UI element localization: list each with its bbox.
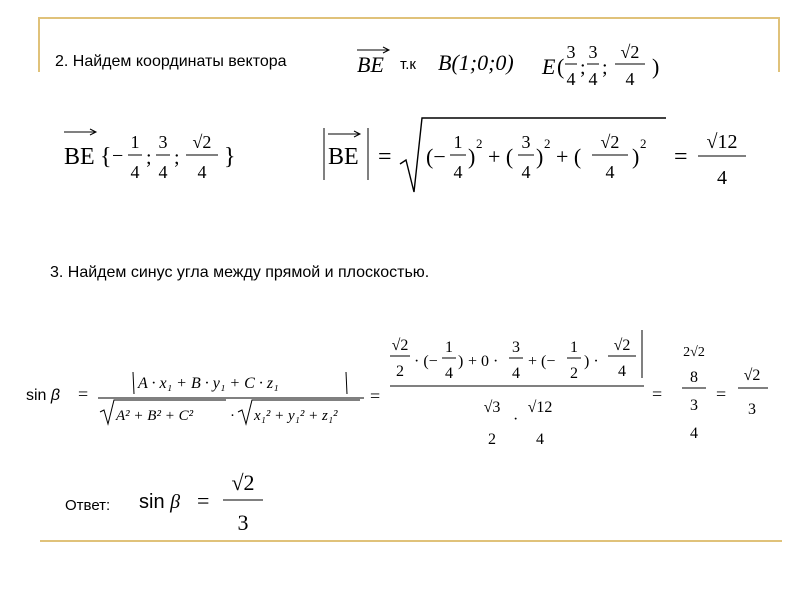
svg-text:√2: √2 [600, 132, 620, 152]
svg-text:BE: BE [64, 144, 95, 170]
svg-text:sin β: sin β [26, 387, 61, 404]
step2-heading: 2. Найдем координаты вектора [55, 53, 287, 70]
svg-text:1: 1 [570, 339, 578, 356]
svg-text:·: · [230, 408, 235, 424]
svg-text:1: 1 [445, 339, 453, 356]
heading-vector-be [353, 44, 393, 78]
svg-text:(: ( [557, 54, 565, 79]
svg-text:{: { [100, 144, 112, 170]
svg-text:· (−: · (− [414, 353, 438, 370]
svg-text:3: 3 [588, 42, 598, 62]
svg-text:√12: √12 [706, 131, 738, 153]
svg-text:√2: √2 [743, 367, 761, 384]
point-e [540, 28, 680, 96]
svg-text:3: 3 [512, 339, 520, 356]
svg-text:√3: √3 [483, 399, 501, 416]
svg-text:;: ; [602, 57, 608, 79]
svg-text:3: 3 [237, 510, 249, 535]
svg-text:·: · [513, 411, 519, 428]
svg-text:=: = [716, 384, 727, 404]
svg-text:+ (: + ( [488, 144, 514, 169]
svg-text:√2: √2 [192, 132, 212, 152]
svg-text:=: = [197, 488, 210, 513]
svg-text:=: = [652, 384, 663, 404]
svg-text:4: 4 [512, 365, 520, 382]
svg-text:4: 4 [717, 167, 727, 189]
svg-text:4: 4 [566, 69, 576, 89]
svg-text:E: E [542, 54, 556, 79]
svg-text:1: 1 [453, 132, 463, 152]
sine-formula [8, 320, 788, 460]
svg-text:√2: √2 [391, 337, 409, 354]
svg-text:4: 4 [158, 162, 168, 182]
svg-text:3: 3 [521, 132, 531, 152]
svg-text:}: } [224, 144, 236, 170]
svg-text:2: 2 [476, 136, 483, 151]
svg-text:): ) [458, 353, 464, 370]
svg-text:+ (: + ( [556, 144, 582, 169]
svg-text:A · x₁ + B · y₁ + C · z₁: A · x₁ + B · y₁ + C · z₁ [138, 375, 279, 392]
top-accent-line [38, 17, 780, 19]
svg-text:4: 4 [130, 162, 140, 182]
bottom-accent-line [40, 540, 782, 542]
svg-text:x₁² + y₁² + z₁²: x₁² + y₁² + z₁² [254, 408, 338, 424]
svg-text:4: 4 [197, 162, 207, 182]
svg-text:=: = [78, 384, 89, 404]
svg-text:): ) [632, 144, 640, 169]
svg-text:): ) [536, 144, 544, 169]
tk-label: т.к [400, 56, 416, 73]
svg-text:4: 4 [605, 162, 615, 182]
left-accent-line [38, 17, 40, 72]
svg-text:BE: BE [357, 52, 384, 77]
svg-text:3: 3 [158, 132, 168, 152]
svg-text:=: = [674, 144, 688, 170]
svg-text:+ 0 ·: + 0 · [468, 353, 499, 370]
svg-text:√2: √2 [231, 470, 255, 495]
svg-text:2: 2 [544, 136, 551, 151]
svg-text:) ·: ) · [584, 353, 599, 370]
vector-be-magnitude [318, 108, 758, 198]
svg-text:2: 2 [640, 136, 647, 151]
answer-formula [135, 462, 275, 538]
right-accent-line [778, 17, 780, 72]
svg-text:3: 3 [748, 401, 756, 418]
svg-text:3: 3 [690, 397, 698, 414]
svg-text:−: − [112, 145, 124, 167]
svg-text:BE: BE [328, 144, 359, 170]
svg-text:4: 4 [588, 69, 598, 89]
svg-text:+ (−: + (− [528, 353, 556, 370]
svg-text:): ) [468, 144, 476, 169]
svg-text:2: 2 [488, 431, 496, 448]
svg-text:A² + B² + C²: A² + B² + C² [116, 408, 194, 424]
answer-label: Ответ: [65, 497, 111, 514]
svg-text:;: ; [146, 147, 152, 169]
svg-text:√2: √2 [613, 337, 631, 354]
svg-text:1: 1 [130, 132, 140, 152]
vector-be-coordinates [60, 118, 260, 198]
svg-text:4: 4 [453, 162, 463, 182]
svg-text:4: 4 [618, 363, 626, 380]
svg-text:√2: √2 [620, 42, 640, 62]
svg-text:2: 2 [396, 363, 404, 380]
svg-text:4: 4 [690, 425, 698, 442]
svg-text:=: = [370, 386, 381, 406]
svg-text:4: 4 [521, 162, 531, 182]
svg-text:2: 2 [570, 365, 578, 382]
svg-text:√12: √12 [527, 399, 553, 416]
point-b: B(1;0;0) [438, 50, 514, 75]
svg-text:): ) [652, 54, 660, 79]
svg-text:;: ; [580, 57, 586, 79]
svg-text:=: = [378, 144, 392, 170]
svg-text:4: 4 [625, 69, 635, 89]
svg-text:4: 4 [536, 431, 544, 448]
svg-text:(−: (− [426, 144, 446, 169]
svg-text:2√2: 2√2 [683, 345, 705, 360]
step3-heading: 3. Найдем синус угла между прямой и плоскостью. [50, 264, 430, 281]
svg-text:3: 3 [566, 42, 576, 62]
svg-text:sin β: sin β [139, 491, 181, 513]
svg-text:;: ; [174, 147, 180, 169]
svg-text:4: 4 [445, 365, 453, 382]
svg-text:8: 8 [690, 369, 698, 386]
